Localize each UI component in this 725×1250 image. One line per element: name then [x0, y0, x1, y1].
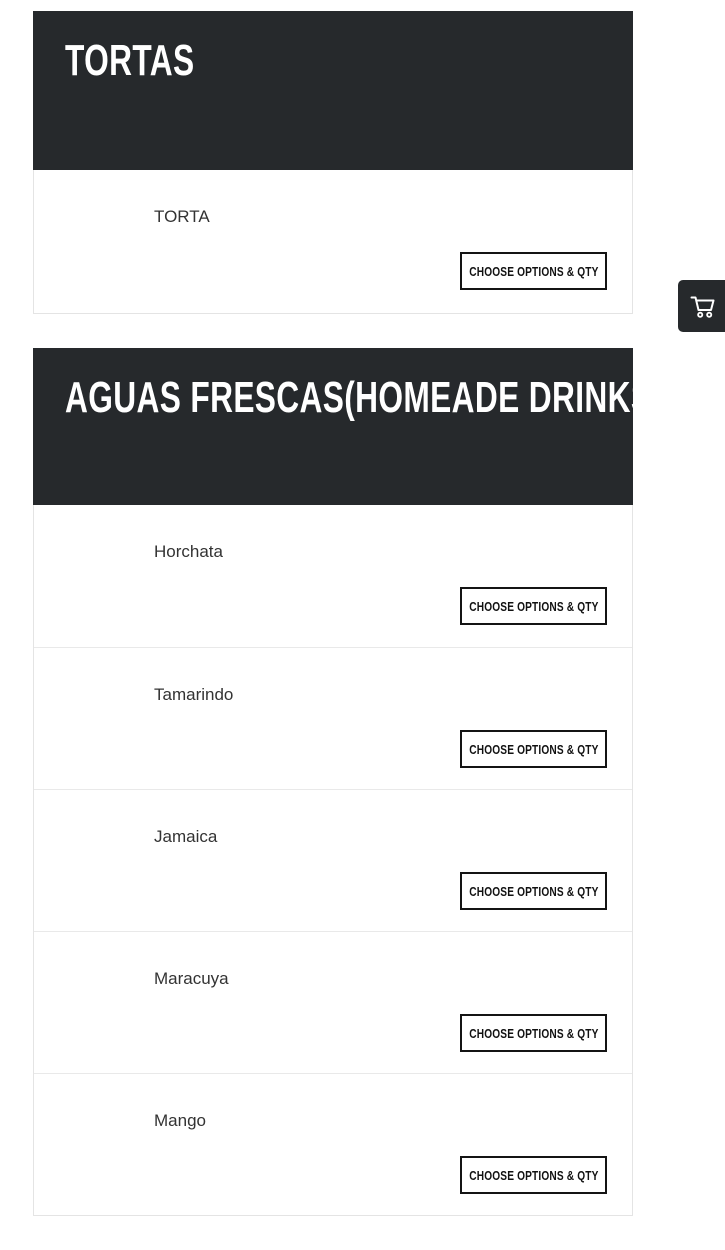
choose-options-button-label: CHOOSE OPTIONS & QTY: [468, 741, 599, 757]
menu-item-name: TORTA: [154, 207, 210, 226]
choose-options-button[interactable]: [460, 872, 607, 910]
menu-section-tortas: [33, 11, 633, 314]
menu-item-name: Tamarindo: [154, 685, 234, 704]
menu-item-name: Mango: [154, 1111, 206, 1130]
menu-item-row: [34, 647, 632, 789]
menu-item-row: [34, 505, 632, 647]
section-items: [33, 170, 633, 314]
choose-options-button[interactable]: [460, 252, 607, 290]
choose-options-button[interactable]: [460, 587, 607, 625]
choose-options-button-label: CHOOSE OPTIONS & QTY: [468, 263, 599, 279]
shopping-cart-icon: [687, 291, 717, 321]
menu-item-row: [34, 1073, 632, 1215]
choose-options-button[interactable]: [460, 730, 607, 768]
menu-item-name: Maracuya: [154, 969, 229, 988]
menu-section-aguas-frescas: [33, 348, 664, 1216]
choose-options-button-label: CHOOSE OPTIONS & QTY: [468, 598, 599, 614]
choose-options-button[interactable]: [460, 1014, 607, 1052]
choose-options-button-label: CHOOSE OPTIONS & QTY: [468, 883, 599, 899]
choose-options-button[interactable]: [460, 1156, 607, 1194]
menu-item-row: [34, 170, 632, 313]
menu-item-row: [34, 789, 632, 931]
section-items: [33, 505, 633, 1216]
menu-item-name: Horchata: [154, 542, 223, 561]
section-title: TORTAS: [65, 36, 195, 85]
choose-options-button-label: CHOOSE OPTIONS & QTY: [468, 1167, 599, 1183]
menu-item-row: [34, 931, 632, 1073]
section-title: AGUAS FRESCAS(HOMEADE DRINKS): [65, 373, 664, 422]
section-header: [33, 11, 633, 170]
section-header: [33, 348, 664, 505]
choose-options-button-label: CHOOSE OPTIONS & QTY: [468, 1025, 599, 1041]
menu-item-name: Jamaica: [154, 827, 218, 846]
menu-sections: [33, 11, 664, 1250]
cart-button[interactable]: [678, 280, 725, 332]
